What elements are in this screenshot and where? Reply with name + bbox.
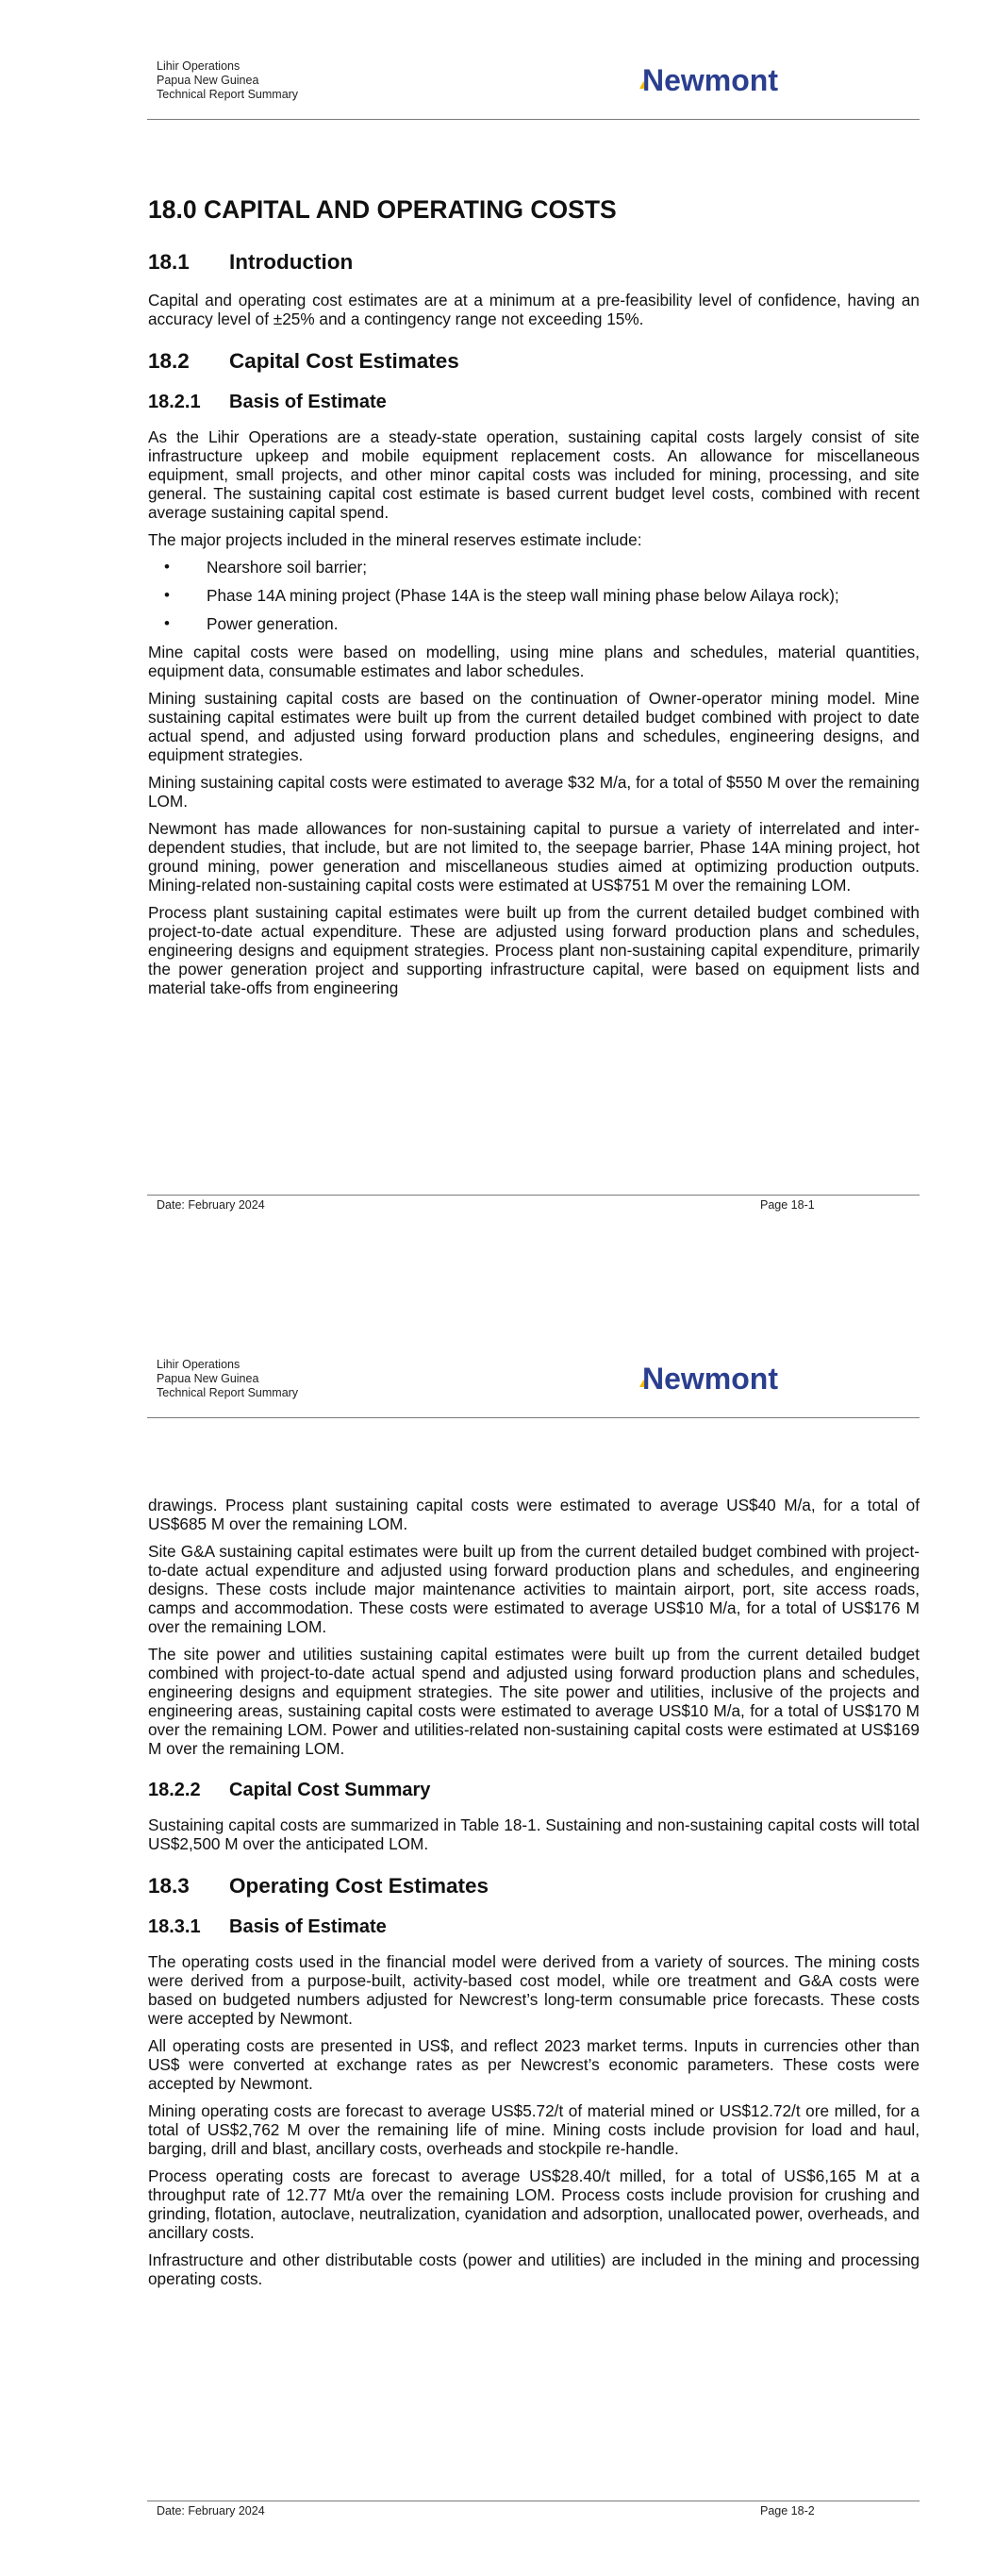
header-line: Technical Report Summary bbox=[157, 1386, 299, 1399]
heading-18-2-2 bbox=[148, 1778, 920, 1802]
footer-page-number: Page 18-2 bbox=[760, 2504, 815, 2517]
heading-text: Basis of Estimate bbox=[229, 392, 387, 412]
heading-text: Introduction bbox=[229, 250, 354, 274]
paragraph: Mining sustaining capital costs were estimated to average $32 M/a, for a total of $550 M over the remaining LOM. bbox=[148, 773, 920, 811]
heading-18-2-1 bbox=[148, 390, 920, 414]
logo-wordmark: Newmont bbox=[642, 64, 778, 96]
page-2-content bbox=[148, 1496, 920, 2297]
footer-date: Date: February 2024 bbox=[157, 2504, 265, 2517]
paragraph: The operating costs used in the financial model were derived from a variety of sources. The mining costs were derived from a purpose-built, activity-based cost model, while ore treatment and G&A costs were based on budgeted numbers adjusted for Newcrest’s long-term consumable price forecasts. These costs were accepted by Newmont. bbox=[148, 1952, 920, 2028]
paragraph: Process plant sustaining capital estimates were built up from the current detailed budget combined with project-to-date actual expenditure. These are adjusted using forward production plans and schedules, engineering designs and equipment strategies. Process plant non-sustaining capital expenditure, primarily the power generation project and supporting infrastructure capital, were based on equipment lists and material take-offs from engineering bbox=[148, 903, 920, 997]
project-list bbox=[148, 558, 920, 633]
paragraph: The major projects included in the mineral reserves estimate include: bbox=[148, 530, 642, 549]
heading-text: Capital Cost Estimates bbox=[229, 349, 459, 373]
page-1-content bbox=[148, 194, 920, 1006]
heading-18-1 bbox=[148, 249, 920, 276]
section-title: 18.0 CAPITAL AND OPERATING COSTS bbox=[148, 195, 617, 224]
header-line: Lihir Operations bbox=[157, 59, 240, 73]
newmont-logo bbox=[639, 1363, 811, 1395]
paragraph: Capital and operating cost estimates are at a minimum at a pre-feasibility level of confidence, having an accuracy level of ±25% and a contingency range not exceeding 15%. bbox=[148, 291, 920, 328]
header-text bbox=[157, 59, 298, 102]
header-line: Technical Report Summary bbox=[157, 88, 299, 101]
paragraph: Sustaining capital costs are summarized in Table 18-1. Sustaining and non-sustaining capital costs will total US$2,500 M over the anticipated LOM. bbox=[148, 1815, 920, 1853]
heading-text: Operating Cost Estimates bbox=[229, 1874, 489, 1898]
paragraph: Site G&A sustaining capital estimates were built up from the current detailed budget combined with project-to-date actual expenditure and adjusted using forward production plans and schedules, and engineering designs. These costs include major maintenance activities to maintain airport, port, site access roads, camps and accommodation. These costs were estimated to average US$10 M/a, for a total of US$176 M over the remaining LOM. bbox=[148, 1542, 920, 1636]
heading-number: 18.1 bbox=[148, 250, 190, 274]
footer-page-number: Page 18-1 bbox=[760, 1198, 815, 1212]
logo-wordmark: Newmont bbox=[642, 1363, 778, 1395]
paragraph: Mine capital costs were based on modelling, using mine plans and schedules, material quantities, equipment data, consumable estimates and labor schedules. bbox=[148, 643, 920, 680]
paragraph: Infrastructure and other distributable costs (power and utilities) are included in the mining and processing operating costs. bbox=[148, 2250, 920, 2288]
paragraph: Mining sustaining capital costs are based on the continuation of Owner-operator mining model. Mine sustaining capital estimates were built up from the current detailed budget combined with project to date actual spend, and adjusted using forward production plans and schedules, engineering designs, and equipment strategies. bbox=[148, 689, 920, 764]
list-item: • Power generation. bbox=[148, 614, 920, 633]
header-line: Papua New Guinea bbox=[157, 1372, 259, 1385]
footer-rule bbox=[147, 1195, 920, 1196]
paragraph: Process operating costs are forecast to average US$28.40/t milled, for a total of US$6,165 M at a throughput rate of 12.77 Mt/a over the remaining LOM. Process costs include provision for crushing and grinding, flotation, autoclave, neutralization, cyanidation and adsorption, unallocated power, overheads, and ancillary costs. bbox=[148, 2166, 920, 2242]
page-2 bbox=[0, 1288, 995, 2576]
paragraph: The site power and utilities sustaining capital estimates were built up from the current detailed budget combined with project-to-date actual spend and adjusted using forward production plans and schedules, engineering designs and equipment strategies. The site power and utilities, inclusive of the projects and engineering areas, sustaining capital costs were estimated to average US$10 M/a, for a total of US$170 M over the remaining LOM. Power and utilities-related non-sustaining capital costs were estimated at US$169 M over the remaining LOM. bbox=[148, 1645, 920, 1758]
header-rule bbox=[147, 119, 920, 120]
list-item: • Nearshore soil barrier; bbox=[148, 558, 920, 577]
newmont-logo bbox=[639, 64, 811, 96]
heading-number: 18.2 bbox=[148, 349, 190, 373]
heading-text: Basis of Estimate bbox=[229, 1916, 387, 1937]
paragraph: Mining operating costs are forecast to average US$5.72/t of material mined or US$12.72/t ore milled, for a total of US$2,762 M over the remaining life of mine. Mining costs include provision for load and haul, barging, drill and blast, ancillary costs, overheads and stockpile re-handle. bbox=[148, 2101, 920, 2158]
header-line: Papua New Guinea bbox=[157, 74, 259, 87]
paragraph: As the Lihir Operations are a steady-state operation, sustaining capital costs largely consist of site infrastructure upkeep and mobile equipment replacement costs. An allowance for miscellaneous equipment, small projects, and other minor capital costs was included for mining, processing, and site general. The sustaining capital cost estimate is based current budget level costs, combined with recent average sustaining capital spend. bbox=[148, 427, 920, 522]
heading-number: 18.2.2 bbox=[148, 1780, 201, 1800]
heading-number: 18.3.1 bbox=[148, 1916, 201, 1937]
paragraph: drawings. Process plant sustaining capital costs were estimated to average US$40 M/a, for a total of US$685 M over the remaining LOM. bbox=[148, 1496, 920, 1533]
heading-text: Capital Cost Summary bbox=[229, 1780, 431, 1800]
heading-18-2 bbox=[148, 348, 920, 375]
paragraph: Newmont has made allowances for non-sustaining capital to pursue a variety of interrelated and inter-dependent studies, that include, but are not limited to, the seepage barrier, Phase 14A mining project, hot ground mining, power generation and miscellaneous studies aimed at optimizing production outputs. Mining-related non-sustaining capital costs were estimated at US$751 M over the remaining LOM. bbox=[148, 819, 920, 895]
footer-date: Date: February 2024 bbox=[157, 1198, 265, 1212]
heading-18-3-1 bbox=[148, 1915, 920, 1939]
paragraph: All operating costs are presented in US$, and reflect 2023 market terms. Inputs in currencies other than US$ were converted at exchange rates as per Newcrest’s economic parameters. These costs were accepted by Newmont. bbox=[148, 2036, 920, 2093]
heading-number: 18.2.1 bbox=[148, 392, 201, 412]
header-rule bbox=[147, 1417, 920, 1418]
list-item: • Phase 14A mining project (Phase 14A is the steep wall mining phase below Ailaya rock); bbox=[148, 586, 920, 605]
heading-18-3 bbox=[148, 1873, 920, 1899]
header-line: Lihir Operations bbox=[157, 1358, 240, 1371]
header-text bbox=[157, 1358, 298, 1400]
heading-number: 18.3 bbox=[148, 1874, 190, 1898]
